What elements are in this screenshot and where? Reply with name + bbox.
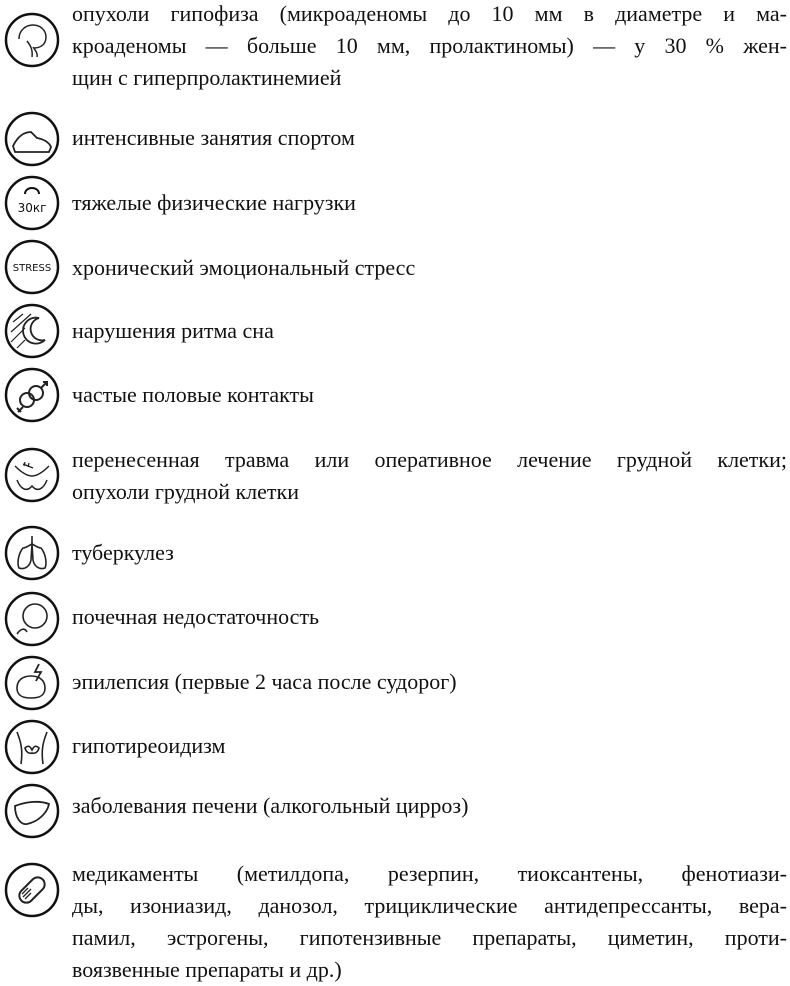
text-line: кроаденомы — больше 10 мм, пролактиномы) — у 30 % жен- xyxy=(72,33,787,58)
text-line: щин с гиперпролактинемией xyxy=(72,65,342,90)
text-line: хронический эмоциональный стресс xyxy=(72,255,416,280)
item-text xyxy=(72,601,787,633)
lungs-icon xyxy=(3,524,61,582)
brain-lightning-icon xyxy=(3,654,61,712)
item-text xyxy=(72,122,787,154)
kettlebell-icon xyxy=(3,174,61,232)
text-line: ды, изониазид, данозол, трициклические антидепрессанты, вера- xyxy=(72,893,787,918)
item-text xyxy=(72,0,787,94)
text-line: медикаменты (метилдопа, резерпин, тиоксантены, фенотиази- xyxy=(72,861,787,886)
text-line: заболевания печени (алкогольный цирроз) xyxy=(72,793,469,818)
text-line: нарушения ритма сна xyxy=(72,318,274,343)
text-line: опухоли грудной клетки xyxy=(72,479,299,504)
item-text xyxy=(72,252,787,284)
text-line: туберкулез xyxy=(72,540,174,565)
item-text xyxy=(72,858,787,986)
text-line: воязвенные препараты и др.) xyxy=(72,957,342,982)
sneaker-icon xyxy=(3,110,61,168)
text-line: частые половые контакты xyxy=(72,382,314,407)
pill-icon xyxy=(3,861,61,919)
item-text xyxy=(72,666,787,698)
gender-symbols-icon xyxy=(3,366,61,424)
text-line: памил, эстрогены, гипотензивные препараты, циметин, проти- xyxy=(72,925,787,950)
kidney-icon xyxy=(3,590,61,648)
item-text xyxy=(72,790,787,822)
item-text xyxy=(72,444,787,508)
stress-icon xyxy=(3,238,61,296)
svg-text:30кг: 30кг xyxy=(17,201,47,215)
brain-icon xyxy=(3,11,61,69)
thyroid-icon xyxy=(3,718,61,776)
item-text xyxy=(72,379,787,411)
liver-icon xyxy=(3,782,61,840)
item-text xyxy=(72,537,787,569)
chest-scar-icon xyxy=(3,446,61,504)
text-line: эпилепсия (первые 2 часа после судорог) xyxy=(72,669,457,694)
item-text xyxy=(72,187,787,219)
item-text xyxy=(72,315,787,347)
text-line: интенсивные занятия спортом xyxy=(72,125,355,150)
item-text xyxy=(72,730,787,762)
text-line: почечная недостаточность xyxy=(72,604,320,629)
text-line: перенесенная травма или оперативное лечение грудной клетки; xyxy=(72,447,787,472)
moon-icon xyxy=(3,302,61,360)
svg-text:STRESS: STRESS xyxy=(12,263,52,274)
text-line: опухоли гипофиза (микроаденомы до 10 мм в диаметре и ма- xyxy=(72,1,787,26)
text-line: тяжелые физические нагрузки xyxy=(72,190,356,215)
text-line: гипотиреоидизм xyxy=(72,733,226,758)
